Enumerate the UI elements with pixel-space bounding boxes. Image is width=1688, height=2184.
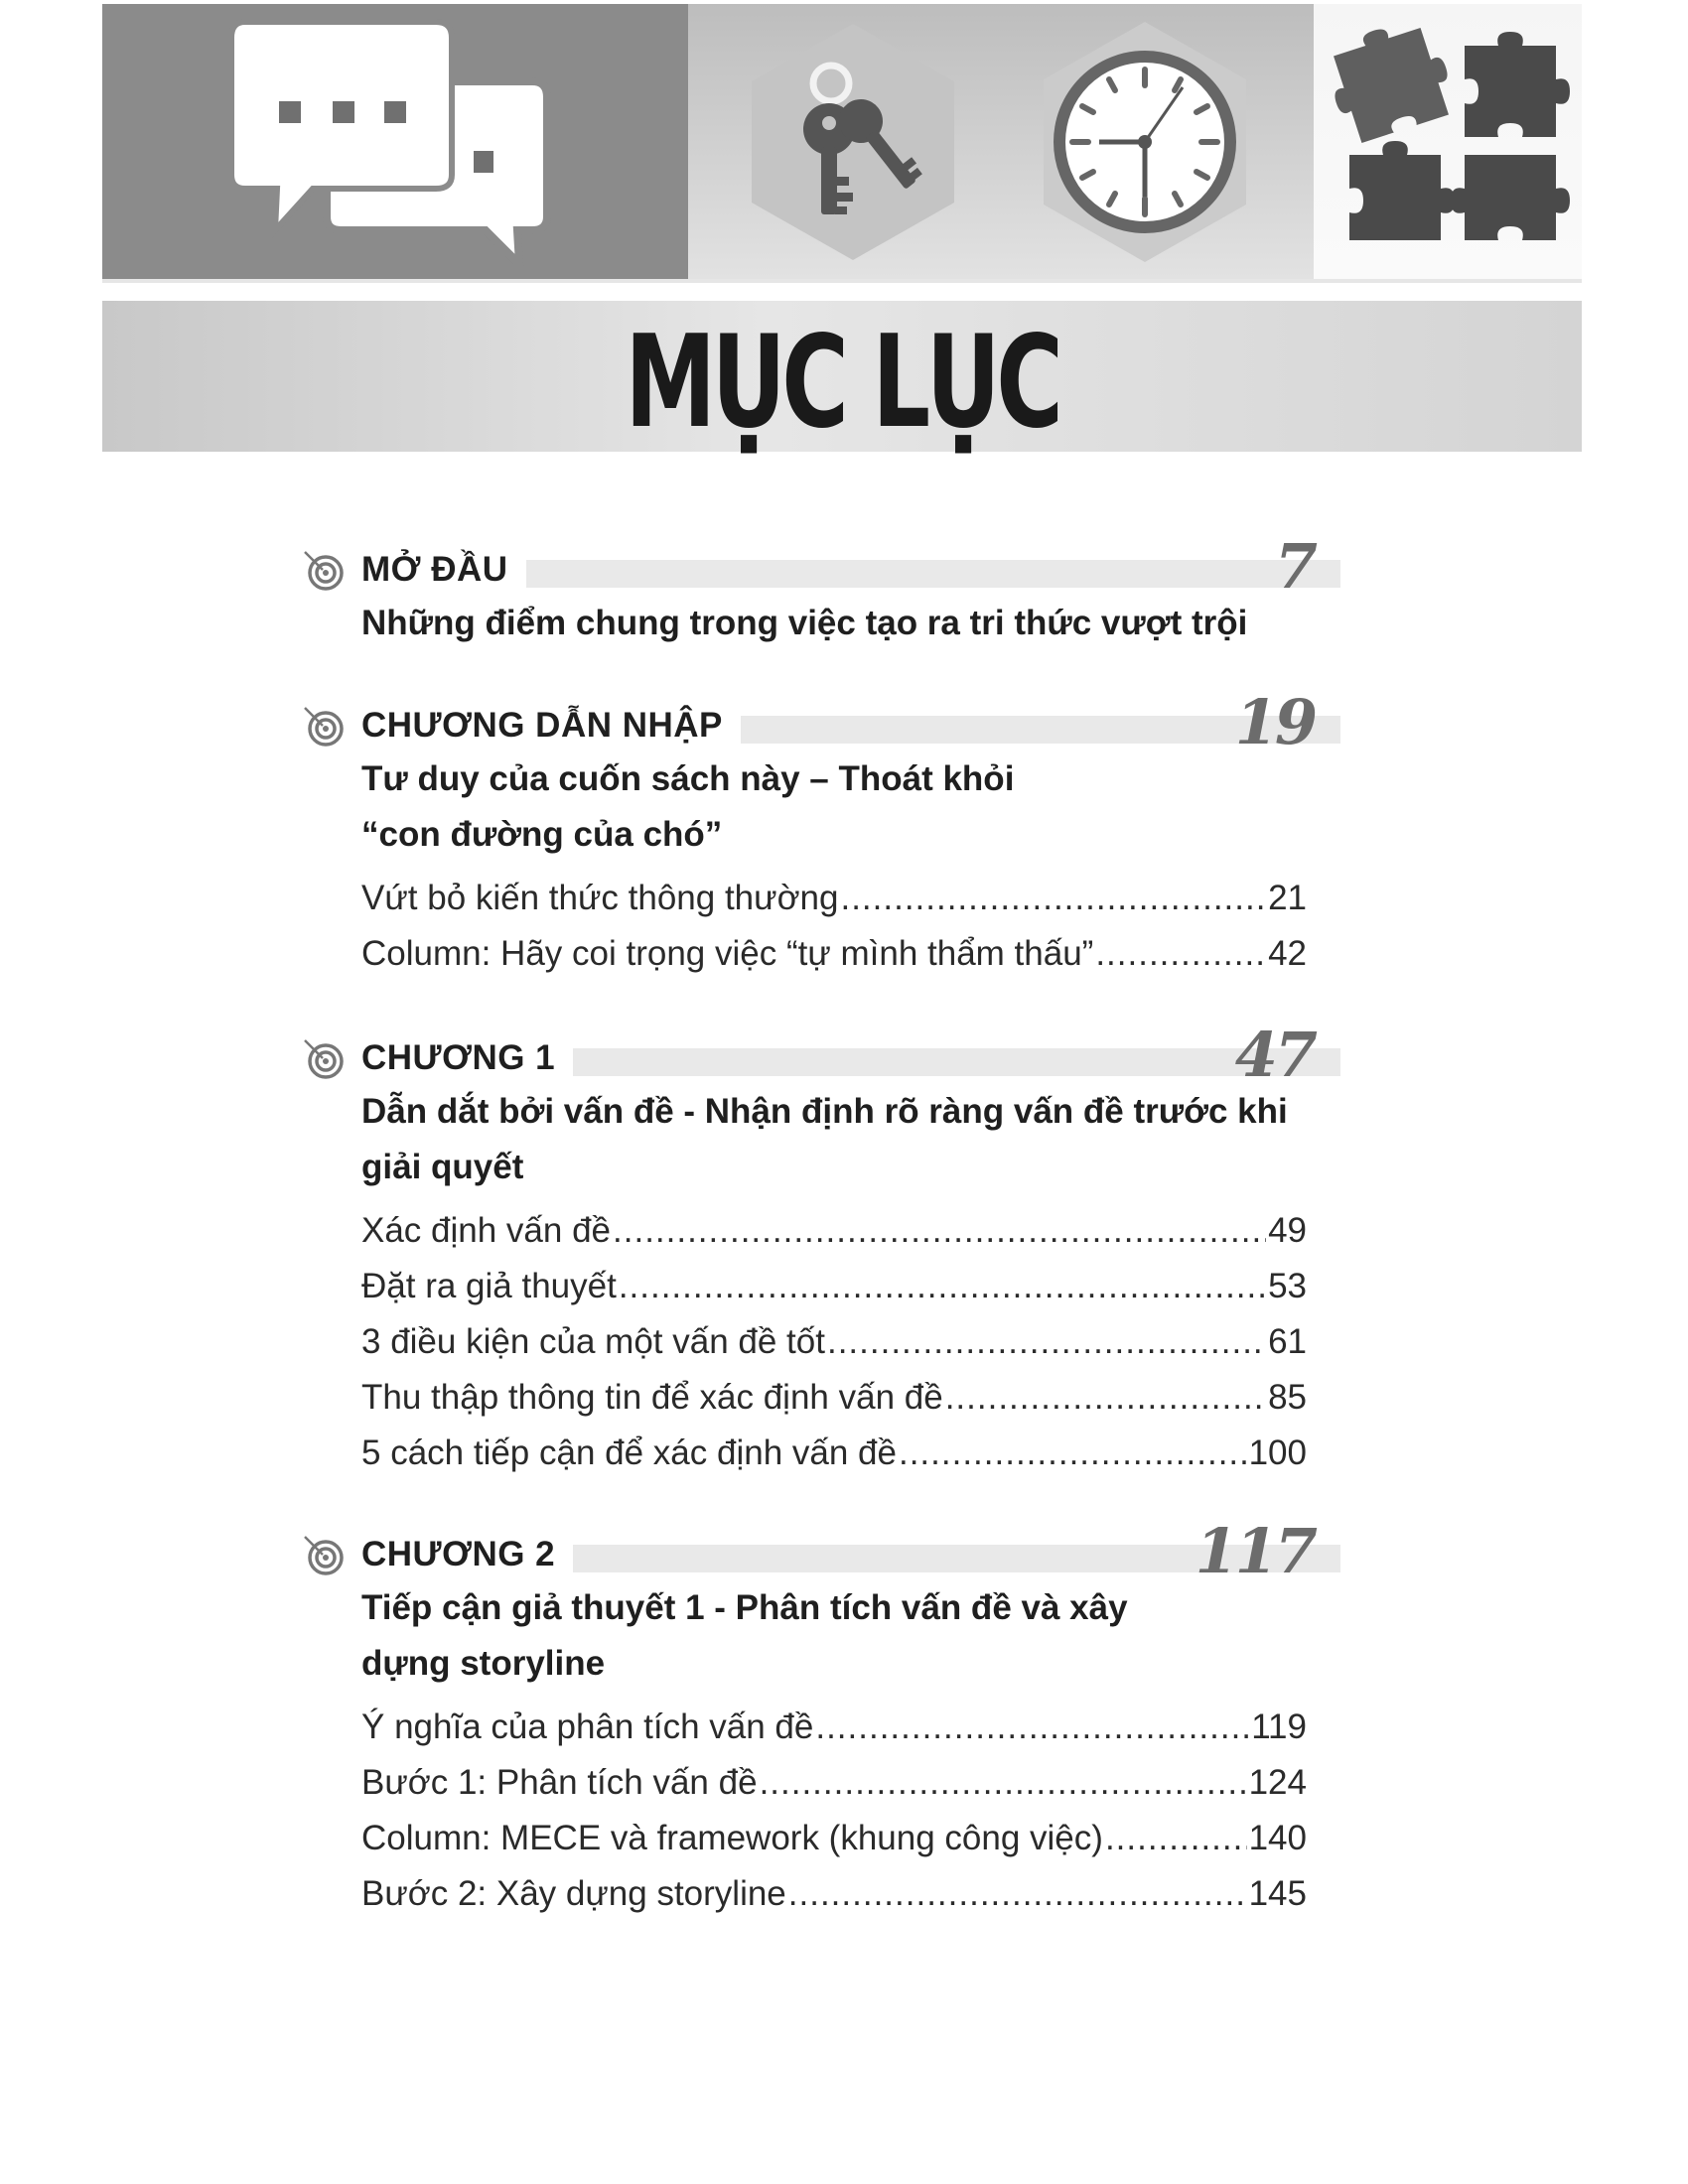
section-label[interactable]: MỞ ĐẦU	[361, 550, 526, 590]
entry-list	[361, 871, 1307, 982]
section-page-number: 7	[1274, 530, 1315, 603]
keys-icon	[744, 18, 962, 266]
section-subtitle[interactable]: Những điểm chung trong việc tạo ra tri thức vượt trội	[361, 604, 1248, 642]
target-icon	[303, 1535, 345, 1576]
section-page-number: 117	[1195, 1515, 1315, 1587]
puzzle-icon	[1334, 28, 1572, 246]
toc-section-intro	[308, 530, 1340, 651]
list-item[interactable]: Bước 2: Xây dựng storyline ..... 145	[361, 1866, 1307, 1922]
target-icon	[303, 550, 345, 592]
list-item[interactable]: Xác định vấn đề ..... 49	[361, 1203, 1307, 1259]
target-icon	[303, 706, 345, 748]
speech-bubbles-icon	[229, 18, 557, 266]
entry-list	[361, 1203, 1307, 1481]
title-band	[102, 301, 1582, 457]
section-page-number: 19	[1234, 686, 1315, 758]
toc-section-chapter-1	[308, 1019, 1340, 1481]
entry-list	[361, 1700, 1307, 1922]
section-label[interactable]: CHƯƠNG 2	[361, 1535, 573, 1574]
list-item[interactable]: Bước 1: Phân tích vấn đề ..... 124	[361, 1755, 1307, 1811]
section-page-number: 47	[1234, 1019, 1315, 1091]
list-item[interactable]: Đặt ra giả thuyết ..... 53	[361, 1259, 1307, 1314]
list-item[interactable]: 3 điều kiện của một vấn đề tốt ..... 61	[361, 1314, 1307, 1370]
list-item[interactable]: Ý nghĩa của phân tích vấn đề ..... 119	[361, 1700, 1307, 1755]
toc-section-intro-chapter	[308, 686, 1340, 982]
toc-section-chapter-2	[308, 1515, 1340, 1922]
section-label[interactable]: CHƯƠNG 1	[361, 1038, 573, 1078]
section-subtitle[interactable]: Tư duy của cuốn sách này – Thoát khỏi “con đường của chó”	[361, 759, 1015, 854]
list-item[interactable]: 5 cách tiếp cận để xác định vấn đề ..... 100	[361, 1426, 1307, 1481]
clock-icon	[1036, 18, 1254, 266]
target-icon	[303, 1038, 345, 1080]
header-banner	[102, 4, 1582, 283]
section-subtitle[interactable]: Dẫn dắt bởi vấn đề - Nhận định rõ ràng vấn đề trước khi giải quyết	[361, 1092, 1288, 1186]
list-item[interactable]: Thu thập thông tin để xác định vấn đề ..... 85	[361, 1370, 1307, 1426]
section-label[interactable]: CHƯƠNG DẪN NHẬP	[361, 706, 741, 746]
list-item[interactable]: Vứt bỏ kiến thức thông thường ..... 21	[361, 871, 1307, 926]
page-title: MỤC LỤC	[625, 309, 1059, 457]
list-item[interactable]: Column: MECE và framework (khung công việc) ..... 140	[361, 1811, 1307, 1866]
section-subtitle[interactable]: Tiếp cận giả thuyết 1 - Phân tích vấn đề và xây dựng storyline	[361, 1588, 1128, 1683]
list-item[interactable]: Column: Hãy coi trọng việc “tự mình thẩm thấu” ..... 42	[361, 926, 1307, 982]
